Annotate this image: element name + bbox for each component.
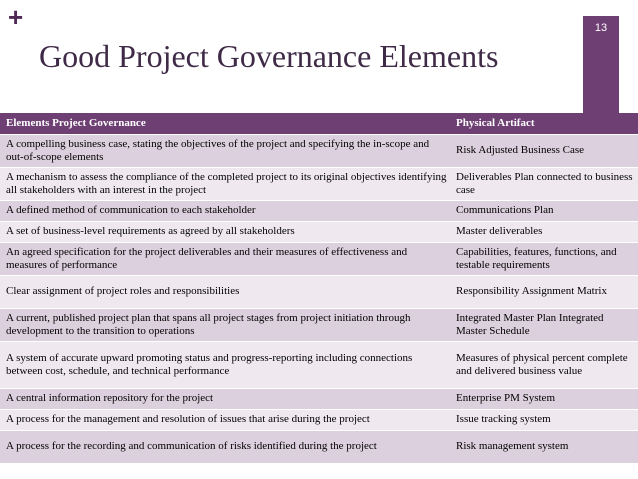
- element-cell: A current, published project plan that spans all project stages from project initiation through development to the transition to operations: [0, 308, 452, 341]
- table-row: [0, 308, 638, 341]
- table-row: [0, 409, 638, 430]
- artifact-cell: Risk management system: [452, 430, 638, 463]
- element-cell: A mechanism to assess the compliance of the completed project to its original objectives identifying all stakeholders with an interest in the project: [0, 167, 452, 200]
- artifact-cell: Risk Adjusted Business Case: [452, 134, 638, 167]
- table-row: [0, 430, 638, 463]
- table-row: [0, 275, 638, 308]
- table-row: [0, 221, 638, 242]
- table-row: [0, 242, 638, 275]
- table-row: [0, 167, 638, 200]
- artifact-cell: Enterprise PM System: [452, 388, 638, 409]
- element-cell: Clear assignment of project roles and responsibilities: [0, 275, 452, 308]
- element-cell: An agreed specification for the project deliverables and their measures of effectiveness and measures of performance: [0, 242, 452, 275]
- element-cell: A compelling business case, stating the objectives of the project and specifying the in-scope and out-of-scope elements: [0, 134, 452, 167]
- table-header-row: [0, 113, 638, 134]
- element-cell: A central information repository for the project: [0, 388, 452, 409]
- artifact-cell: Measures of physical percent complete and delivered business value: [452, 341, 638, 388]
- artifact-cell: Master deliverables: [452, 221, 638, 242]
- table-row: [0, 200, 638, 221]
- slide-title: Good Project Governance Elements: [39, 38, 499, 74]
- table-row: [0, 341, 638, 388]
- element-cell: A set of business-level requirements as agreed by all stakeholders: [0, 221, 452, 242]
- table-row: [0, 388, 638, 409]
- element-cell: A defined method of communication to each stakeholder: [0, 200, 452, 221]
- artifact-cell: Responsibility Assignment Matrix: [452, 275, 638, 308]
- slide-number: 13: [594, 22, 608, 34]
- element-cell: A process for the recording and communication of risks identified during the project: [0, 430, 452, 463]
- artifact-cell: Issue tracking system: [452, 409, 638, 430]
- artifact-cell: Integrated Master Plan Integrated Master Schedule: [452, 308, 638, 341]
- plus-icon: +: [8, 2, 24, 32]
- element-cell: A process for the management and resolution of issues that arise during the project: [0, 409, 452, 430]
- table-row: [0, 134, 638, 167]
- header-elements: Elements Project Governance: [0, 113, 452, 134]
- governance-table: [0, 113, 638, 463]
- artifact-cell: Communications Plan: [452, 200, 638, 221]
- artifact-cell: Capabilities, features, functions, and testable requirements: [452, 242, 638, 275]
- header-artifact: Physical Artifact: [452, 113, 638, 134]
- element-cell: A system of accurate upward promoting status and progress-reporting including connections between cost, schedule, and technical performance: [0, 341, 452, 388]
- artifact-cell: Deliverables Plan connected to business case: [452, 167, 638, 200]
